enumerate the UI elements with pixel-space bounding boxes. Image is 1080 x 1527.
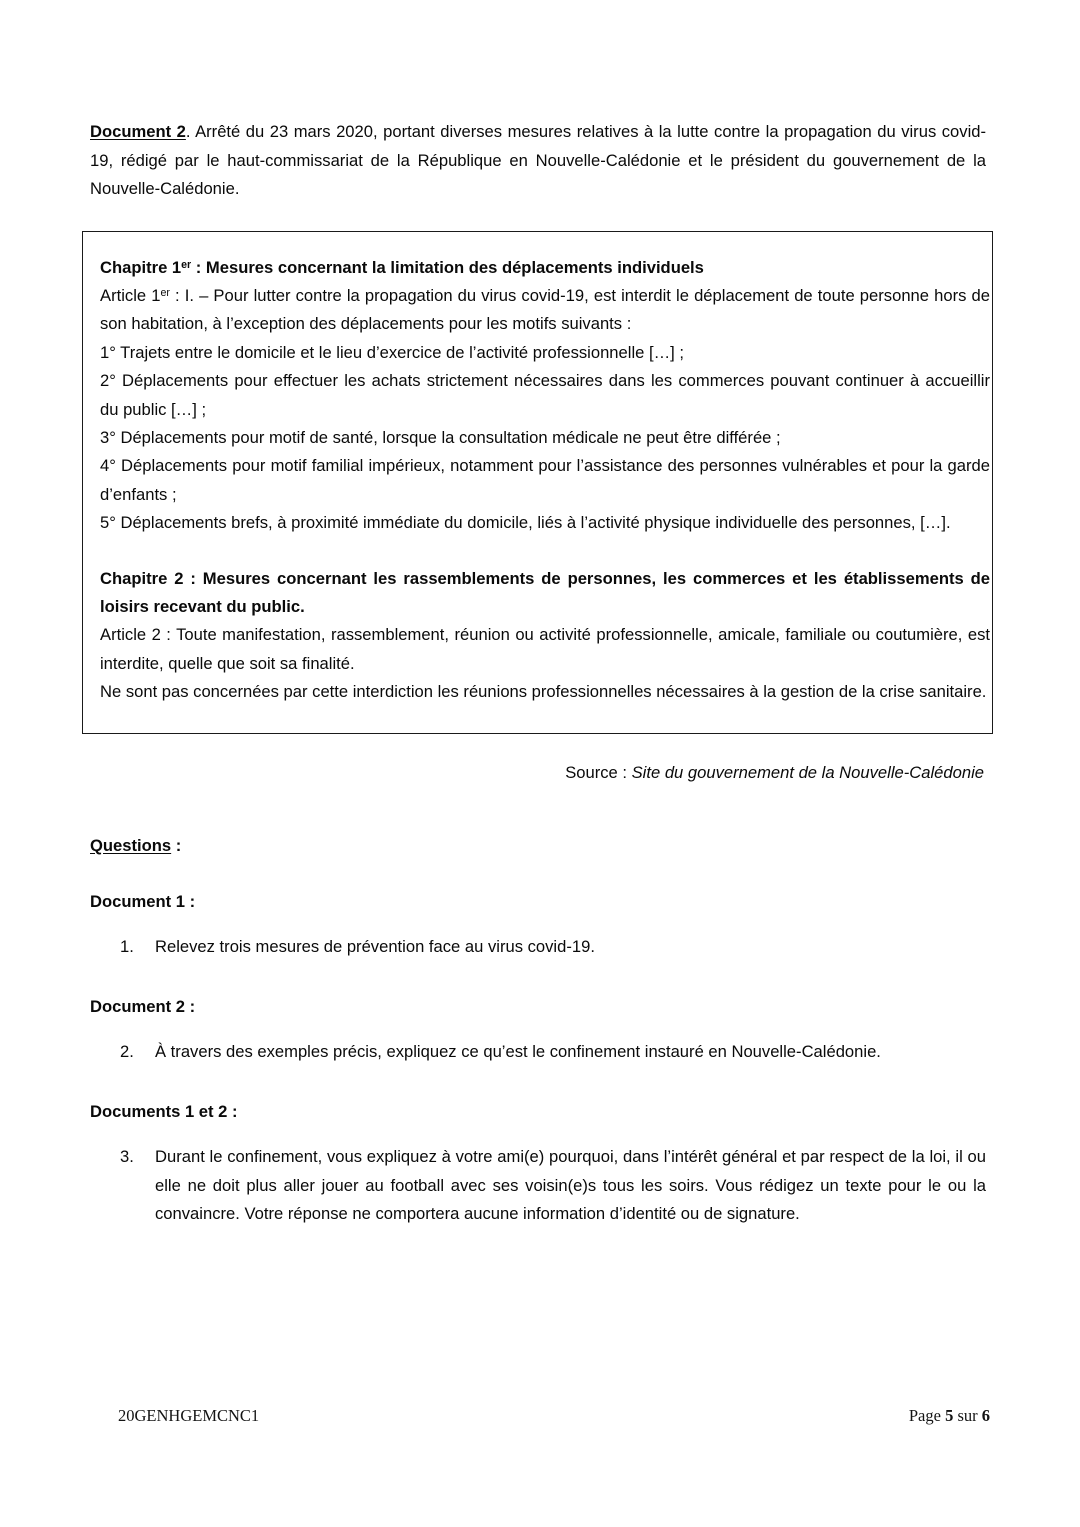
- page-footer: [118, 1406, 990, 1426]
- chapter1-heading-pre: Chapitre 1: [100, 257, 182, 277]
- questions-title-suffix: :: [171, 835, 182, 855]
- source-prefix: Source :: [565, 762, 632, 782]
- question-list: [90, 1143, 986, 1228]
- chapter1-motif-item: 5° Déplacements brefs, à proximité immédiate du domicile, liés à l’activité physique individuelle des personnes, […].: [100, 513, 951, 533]
- excerpt-inner: [100, 254, 990, 707]
- chapter2-exception: Ne sont pas concernées par cette interdiction les réunions professionnelles nécessaires à la gestion de la crise sanitaire.: [100, 682, 987, 702]
- questions-title-label: Questions: [90, 835, 172, 855]
- excerpt-spacer: [100, 538, 990, 565]
- question-list: [90, 1038, 986, 1066]
- page-indicator: [909, 1406, 990, 1426]
- page-middle: sur: [953, 1406, 982, 1425]
- question-text: À travers des exemples précis, expliquez ce qu’est le confinement instauré en Nouvelle-Calédonie.: [155, 1042, 881, 1061]
- question-item: [90, 1038, 986, 1066]
- question-item: [90, 933, 986, 961]
- page-prefix: Page: [908, 1406, 946, 1425]
- chapter1-motif-item: 3° Déplacements pour motif de santé, lorsque la consultation médicale ne peut être différée ;: [100, 427, 781, 447]
- chapter2-heading: Chapitre 2 : Mesures concernant les rassemblements de personnes, les commerces et les établissements de loisirs recevant du public.: [100, 568, 990, 616]
- source-attribution: [90, 760, 986, 786]
- question-number: 1.: [120, 936, 134, 956]
- exam-code: 20GENHGEMCNC1: [118, 1406, 260, 1425]
- question-item: [90, 1143, 986, 1228]
- chapter1-heading-superscript: er: [181, 258, 192, 271]
- chapter1-heading-post: : Mesures concernant la limitation des déplacements individuels: [191, 257, 704, 277]
- chapter1-article-superscript: er: [160, 287, 170, 300]
- document-intro-paragraph: [90, 118, 986, 204]
- page-number: 5: [945, 1406, 954, 1425]
- page-total: 6: [981, 1406, 990, 1425]
- question-number: 2.: [120, 1042, 134, 1061]
- chapter1-motif-item: 4° Déplacements pour motif familial impérieux, notamment pour l’assistance des personnes vulnérables et pour la garde d’enfants ;: [100, 456, 990, 504]
- chapter2-article: Article 2 : Toute manifestation, rassemblement, réunion ou activité professionnelle, amicale, familiale ou coutumière, est interdite, quelle que soit sa finalité.: [100, 625, 990, 673]
- excerpt-box: [82, 231, 993, 734]
- page-content: [90, 118, 990, 1229]
- question-number: 3.: [120, 1147, 134, 1167]
- chapter1-article: [100, 282, 990, 339]
- document-intro-text: . Arrêté du 23 mars 2020, portant diverses mesures relatives à la lutte contre la propagation du virus covid-19, rédigé par le haut-commissariat de la République en Nouvelle-Calédonie et le président du gouvernement de la Nouvelle-Calédonie.: [90, 122, 987, 198]
- chapter1-article-pre: Article 1: [100, 285, 161, 305]
- chapter1-motif-item: 1° Trajets entre le domicile et le lieu d’exercice de l’activité professionnelle […] ;: [100, 342, 685, 362]
- question-group-label: Document 1 :: [90, 891, 196, 911]
- questions-title: [90, 836, 986, 856]
- question-text: Durant le confinement, vous expliquez à votre ami(e) pourquoi, dans l’intérêt général et par respect de la loi, il ou elle ne doit plus aller jouer au football avec ses voisin(e)s tous les soirs. Vous rédigez un texte pour le ou la convaincre. Votre réponse ne comportera aucune information d’identité ou de signature.: [155, 1147, 986, 1224]
- document-intro-label: Document 2: [90, 122, 186, 141]
- chapter1-article-post: : I. – Pour lutter contre la propagation du virus covid-19, est interdit le déplacement de toute personne hors de son habitation, à l’exception des déplacements pour les motifs suivants :: [100, 285, 990, 334]
- chapter1-heading: [100, 254, 990, 282]
- source-value: Site du gouvernement de la Nouvelle-Calédonie: [631, 762, 984, 782]
- question-group-label: Document 2 :: [90, 997, 196, 1016]
- question-text: Relevez trois mesures de prévention face au virus covid-19.: [155, 936, 595, 956]
- question-group-label: Documents 1 et 2 :: [90, 1102, 238, 1122]
- chapter1-motif-item: 2° Déplacements pour effectuer les achats strictement nécessaires dans les commerces pouvant continuer à accueillir du public […] ;: [100, 371, 990, 419]
- question-list: [90, 933, 986, 961]
